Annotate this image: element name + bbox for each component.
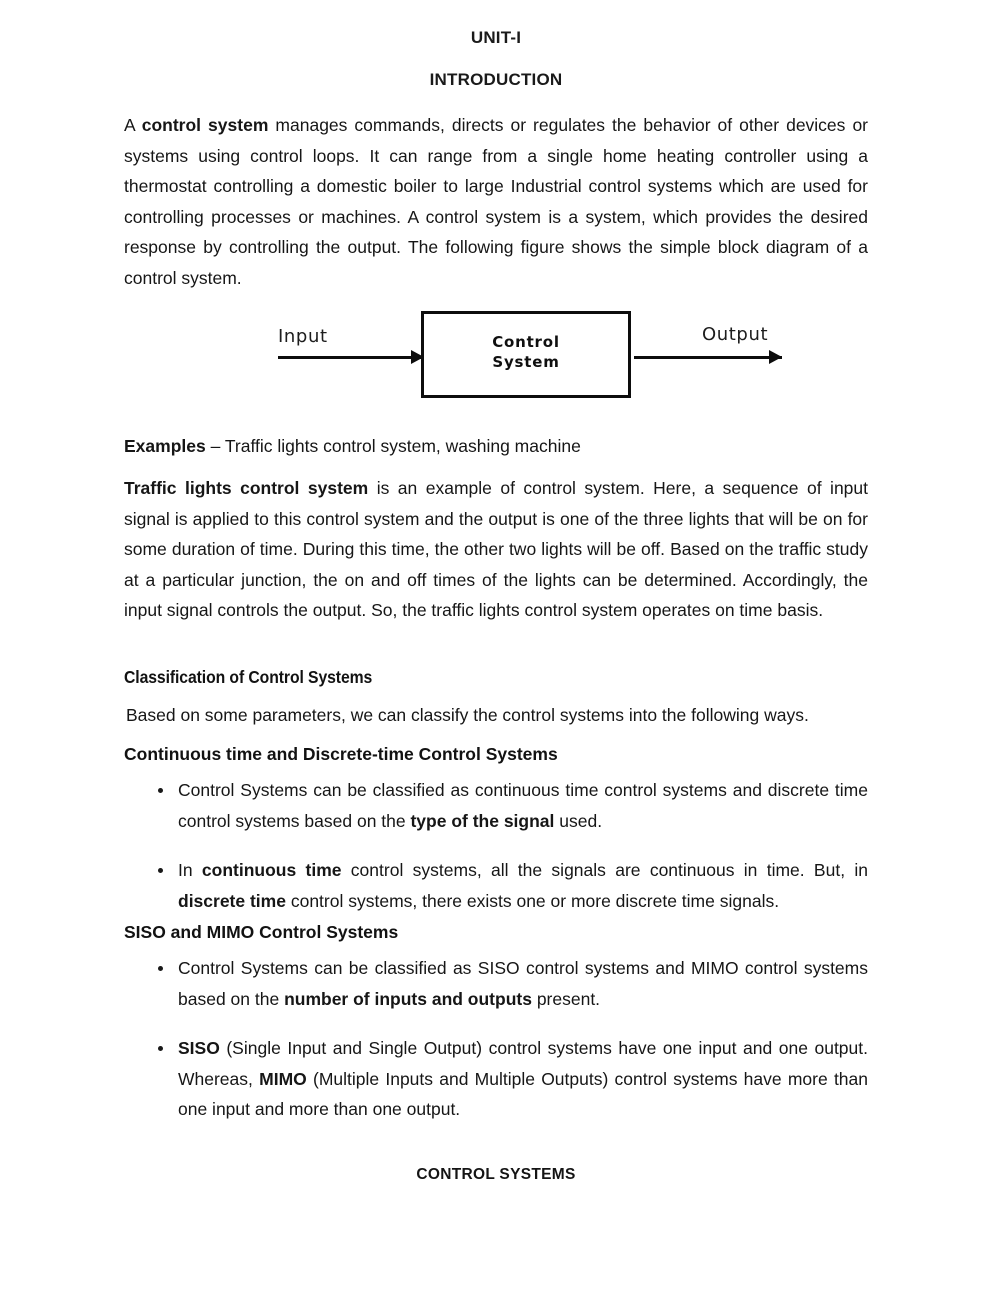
traffic-lead-bold: Traffic lights control system xyxy=(124,478,369,498)
intro-rest: manages commands, directs or regulates the behavior of other devices or systems using control loops. It can range from a single home heating controller using a thermostat controlling a domestic boiler to large Industrial control systems which are used for controlling processes or machines. A control system is a system, which provides the desired response by controlling the output. The following figure shows the simple block diagram of a control system. xyxy=(124,115,868,288)
list-item xyxy=(124,855,868,916)
siso-b2-b: (Multiple Inputs and Multiple Outputs) control systems have more than one input and more than one output. xyxy=(178,1068,868,1119)
box-label-line1: Control xyxy=(492,333,560,351)
siso-b1-bold: number of inputs and outputs xyxy=(284,988,532,1009)
examples-paragraph xyxy=(124,431,868,462)
continuous-bullet-list xyxy=(124,775,868,916)
continuous-b2-a: In xyxy=(178,860,202,880)
classification-intro-block xyxy=(126,700,868,731)
continuous-b1-b: used. xyxy=(554,810,603,831)
examples-label: Examples xyxy=(124,436,206,456)
box-label-line2: System xyxy=(492,353,560,371)
output-arrowhead-icon xyxy=(769,350,782,364)
siso-heading-block xyxy=(124,920,868,944)
classification-heading-block xyxy=(124,665,868,689)
control-system-box xyxy=(421,311,631,398)
continuous-heading-block xyxy=(124,742,868,766)
heading-continuous-discrete: Continuous time and Discrete-time Control Systems xyxy=(124,744,558,764)
continuous-b2-c: control systems, there exists one or more discrete time signals. xyxy=(285,890,780,911)
diagram-input-label: Input xyxy=(278,326,328,347)
heading-siso-mimo: SISO and MIMO Control Systems xyxy=(124,922,399,942)
traffic-rest: is an example of control system. Here, a sequence of input signal is applied to this control system and the output is one of the three lights that will be on for some duration of time. During this time, the other two lights will be off. Based on the traffic study at a particular junction, the on and off times of the lights can be determined. Accordingly, the input signal controls the output. So, the traffic lights control system operates on time basis. xyxy=(124,478,868,620)
continuous-b1-a: Control Systems can be classified as continuous time control systems and discrete time control systems based on the xyxy=(178,780,868,831)
input-arrow-line xyxy=(278,356,423,359)
siso-b1-a: Control Systems can be classified as SISO control systems and MIMO control systems based on the xyxy=(178,958,868,1009)
page-footer: CONTROL SYSTEMS xyxy=(416,1166,576,1183)
diagram-output-label: Output xyxy=(702,324,769,345)
list-item xyxy=(124,775,868,836)
siso-b2-a: (Single Input and Single Output) control systems have one input and one output. Whereas, xyxy=(178,1038,868,1089)
heading-classification: Classification of Control Systems xyxy=(124,667,373,687)
siso-b1-b: present. xyxy=(531,988,601,1009)
continuous-b2-b: control systems, all the signals are continuous in time. But, in xyxy=(341,860,868,880)
intro-lead-bold: control system xyxy=(141,115,269,135)
intro-paragraph xyxy=(124,110,868,293)
page-title-introduction: INTRODUCTION xyxy=(429,70,563,89)
control-system-box-label xyxy=(424,332,628,372)
classification-intro: Based on some parameters, we can classify the control systems into the following ways. xyxy=(126,705,809,725)
examples-block xyxy=(124,431,868,462)
siso-bullet-list xyxy=(124,953,868,1125)
page-title-unit: UNIT-I xyxy=(470,28,522,47)
list-item xyxy=(124,1033,868,1125)
siso-b2-bold2: MIMO xyxy=(259,1068,307,1089)
output-arrow-line xyxy=(634,356,782,359)
traffic-paragraph-block xyxy=(124,473,868,626)
continuous-b1-bold: type of the signal xyxy=(410,810,555,831)
continuous-bullet-list-block xyxy=(124,775,868,916)
intro-lead-plain: A xyxy=(124,115,142,135)
siso-b2-bold1: SISO xyxy=(178,1038,220,1058)
traffic-paragraph xyxy=(124,473,868,626)
intro-paragraph-block xyxy=(124,110,868,293)
siso-bullet-list-block xyxy=(124,953,868,1125)
control-system-block-diagram xyxy=(250,300,810,420)
list-item xyxy=(124,953,868,1014)
continuous-b2-bold2: discrete time xyxy=(178,890,286,911)
examples-text: – Traffic lights control system, washing machine xyxy=(205,436,581,456)
continuous-b2-bold1: continuous time xyxy=(201,860,342,880)
